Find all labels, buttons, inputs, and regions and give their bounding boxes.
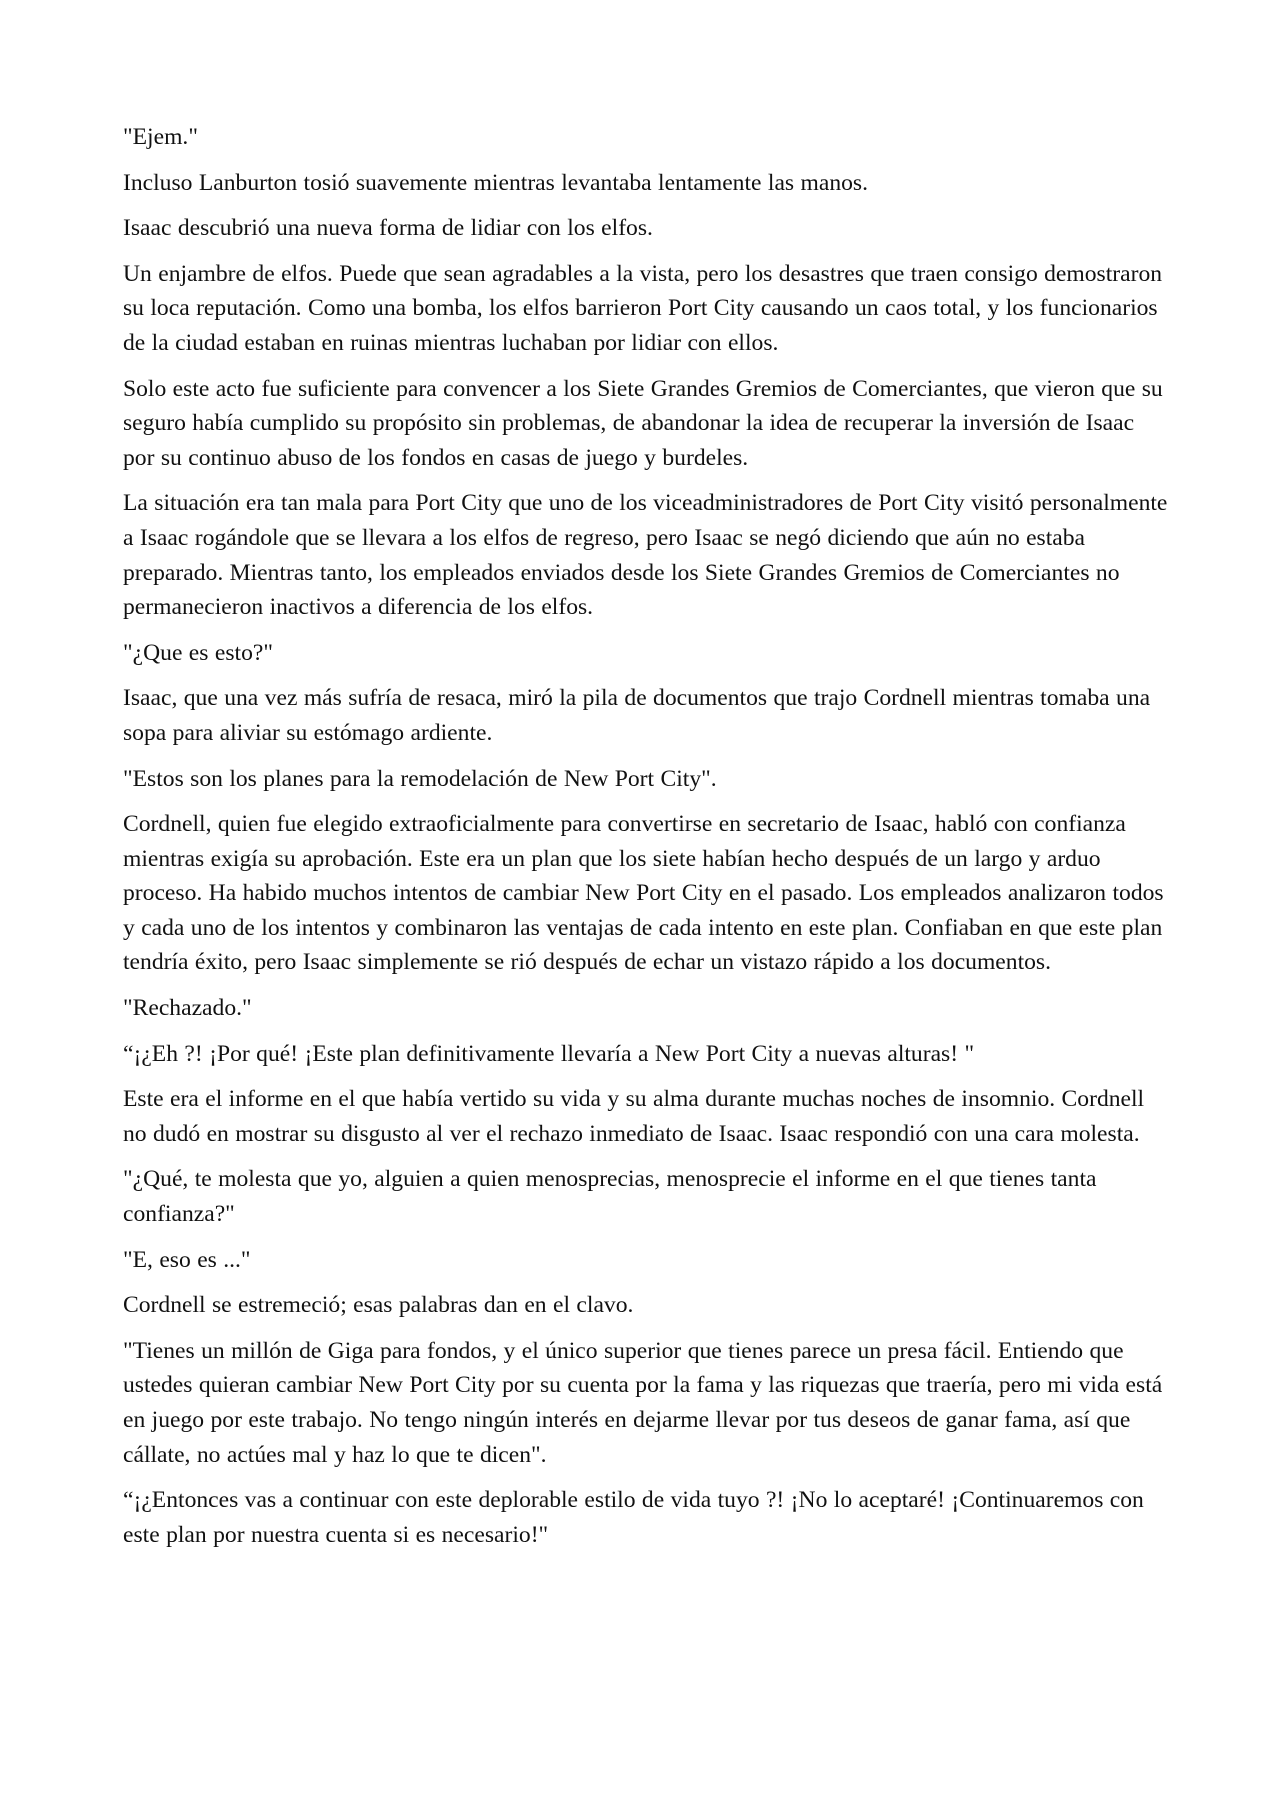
paragraph-16: Cordnell se estremeció; esas palabras dan en el clavo. xyxy=(123,1292,634,1319)
paragraph-14: "¿Qué, te molesta que yo, alguien a quien menosprecias, menosprecie el informe en el que tienes tanta confianza?" xyxy=(123,1166,1097,1228)
paragraph-18: “¡¿Entonces vas a continuar con este deplorable estilo de vida tuyo ?! ¡No lo aceptaré! ¡Continuaremos con este plan por nuestra cuenta si es necesario!" xyxy=(123,1487,1144,1548)
paragraph-6: La situación era tan mala para Port City que uno de los viceadministradores de Port City visitó personalmente a Isaac rogándole que se llevara a los elfos de regreso, pero Isaac se negó diciendo que aún no estaba preparado. Mientras tanto, los empleados enviados desde los Siete Grandes Gremios de Comerciantes no permanecieron inactivos a diferencia de los elfos. xyxy=(123,490,1168,621)
paragraph-13: Este era el informe en el que había vertido su vida y su alma durante muchas noches de insomnio. Cordnell no dudó en mostrar su disgusto al ver el rechazo inmediato de Isaac. Isaac respondió con una cara molesta. xyxy=(123,1086,1145,1147)
paragraph-5: Solo este acto fue suficiente para convencer a los Siete Grandes Gremios de Comerciantes, que vieron que su seguro había cumplido su propósito sin problemas, de abandonar la idea de recuperar la inversión de Isaac por su continuo abuso de los fondos en casas de juego y burdeles. xyxy=(123,375,1163,471)
paragraph-11: "Rechazado." xyxy=(123,995,252,1022)
paragraph-17: "Tienes un millón de Giga para fondos, y el único superior que tienes parece un presa fácil. Entiendo que ustedes quieran cambiar New Port City por su cuenta por la fama y las riquezas que traería, pero mi vida está en juego por este trabajo. No tengo ningún interés en dejarme llevar por tus deseos de ganar fama, así que cállate, no actúes mal y haz lo que te dicen". xyxy=(123,1337,1163,1468)
paragraph-9: "Estos son los planes para la remodelación de New Port City". xyxy=(123,765,717,792)
paragraph-2: Incluso Lanburton tosió suavemente mientras levantaba lentamente las manos. xyxy=(123,169,869,196)
paragraph-8: Isaac, que una vez más sufría de resaca, miró la pila de documentos que trajo Cordnell mientras tomaba una sopa para aliviar su estómago ardiente. xyxy=(123,685,1151,746)
paragraph-10: Cordnell, quien fue elegido extraoficialmente para convertirse en secretario de Isaac, habló con confianza mientras exigía su aprobación. Este era un plan que los siete habían hecho después de un largo y arduo proceso. Ha habido muchos intentos de cambiar New Port City en el pasado. Los empleados analizaron todos y cada uno de los intentos y combinaron las ventajas de cada intento en este plan. Confiaban en que este plan tendría éxito, pero Isaac simplemente se rió después de echar un vistazo rápido a los documentos. xyxy=(123,811,1164,976)
paragraph-1: "Ejem." xyxy=(123,124,198,150)
paragraph-7: "¿Que es esto?" xyxy=(123,639,273,666)
paragraph-15: "E, eso es ..." xyxy=(123,1246,251,1273)
paragraph-3: Isaac descubrió una nueva forma de lidiar con los elfos. xyxy=(123,215,653,242)
paragraph-12: “¡¿Eh ?! ¡Por qué! ¡Este plan definitivamente llevaría a New Port City a nuevas alturas! " xyxy=(123,1040,975,1067)
paragraph-4: Un enjambre de elfos. Puede que sean agradables a la vista, pero los desastres que traen consigo demostraron su loca reputación. Como una bomba, los elfos barrieron Port City causando un caos total, y los funcionarios de la ciudad estaban en ruinas mientras luchaban por lidiar con ellos. xyxy=(123,260,1163,356)
